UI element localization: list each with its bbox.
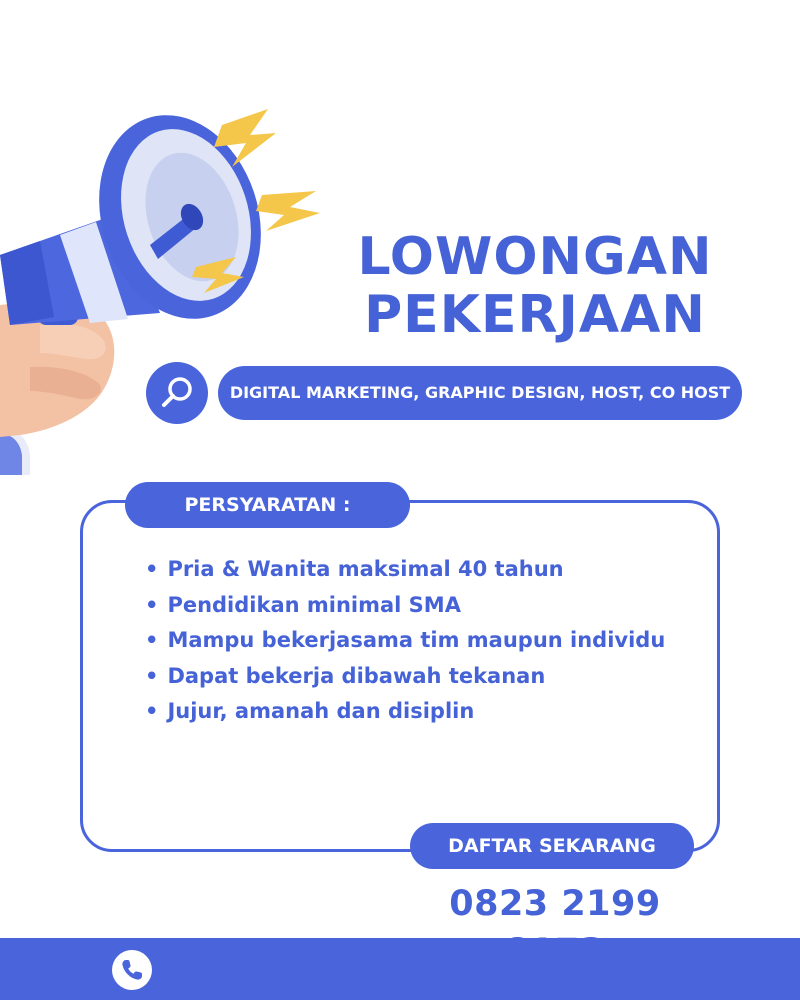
list-item: • Pendidikan minimal SMA xyxy=(145,588,665,624)
search-icon xyxy=(146,362,208,424)
phone-badge[interactable] xyxy=(112,950,152,990)
headline-line-1: LOWONGAN xyxy=(357,227,713,287)
list-item: • Mampu bekerjasama tim maupun individu xyxy=(145,623,665,659)
search-badge xyxy=(146,362,208,424)
job-positions-pill: DIGITAL MARKETING, GRAPHIC DESIGN, HOST, CO HOST xyxy=(218,366,742,420)
contact-phone-number[interactable]: 0823 2199 xyxy=(449,884,661,924)
list-item: • Pria & Wanita maksimal 40 tahun xyxy=(145,552,665,588)
list-item: • Dapat bekerja dibawah tekanan xyxy=(145,659,665,695)
register-now-button[interactable]: DAFTAR SEKARANG xyxy=(410,823,694,869)
headline-line-2: PEKERJAAN xyxy=(364,285,706,345)
phone-icon xyxy=(112,950,152,990)
list-item: • Jujur, amanah dan disiplin xyxy=(145,694,665,730)
requirements-list xyxy=(145,552,665,730)
requirements-label: PERSYARATAN : xyxy=(125,482,410,528)
headline xyxy=(325,228,745,344)
